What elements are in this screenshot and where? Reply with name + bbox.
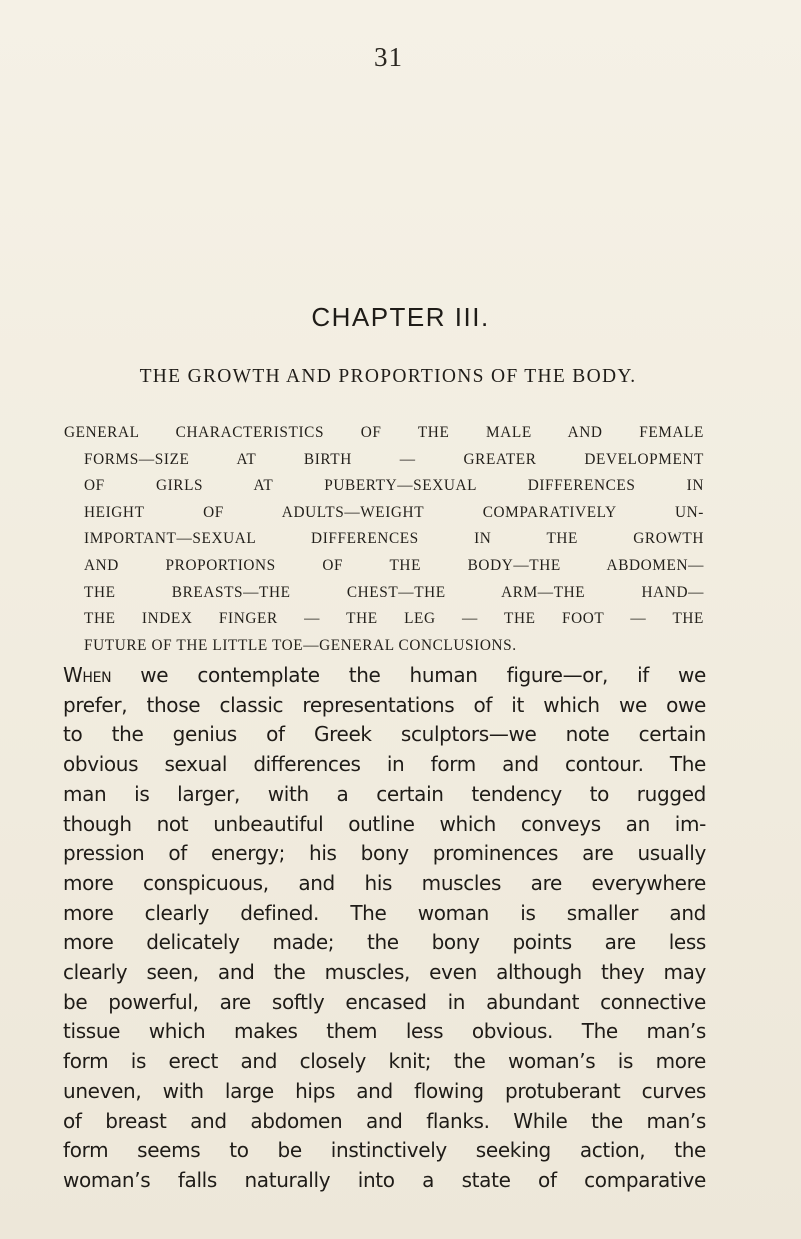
body-line-first	[63, 661, 706, 691]
body-line: prefer, those classic representations of it which we owe	[63, 692, 706, 717]
opening-word: When	[63, 663, 112, 687]
first-line-text: we contemplate the human figure—or, if we	[111, 663, 706, 687]
body-line: pression of energy; his bony prominences are usually	[63, 841, 706, 866]
body-line: of breast and abdomen and flanks. While the man’s	[63, 1108, 706, 1133]
body-line: woman’s falls naturally into a state of comparative	[63, 1167, 706, 1192]
page-number: 31	[374, 42, 403, 72]
synopsis-line: THE INDEX FINGER — THE LEG — THE FOOT — THE	[84, 610, 704, 628]
synopsis-line: HEIGHT OF ADULTS—WEIGHT COMPARATIVELY UN-	[84, 503, 704, 521]
body-line: man is larger, with a certain tendency to rugged	[63, 781, 706, 806]
synopsis-line: AND PROPORTIONS OF THE BODY—THE ABDOMEN—	[84, 556, 704, 574]
body-line: more delicately made; the bony points are less	[63, 930, 706, 955]
body-line: to the genius of Greek sculptors—we note certain	[63, 722, 706, 747]
body-line: more clearly defined. The woman is smaller and	[63, 900, 706, 925]
synopsis-line: THE BREASTS—THE CHEST—THE ARM—THE HAND—	[84, 583, 704, 601]
chapter-title: CHAPTER III.	[311, 302, 490, 332]
chapter-synopsis	[64, 420, 704, 659]
synopsis-line: FUTURE OF THE LITTLE TOE—GENERAL CONCLUSIONS.	[84, 636, 517, 654]
body-line: tissue which makes them less obvious. The man’s	[63, 1019, 706, 1044]
synopsis-line: OF GIRLS AT PUBERTY—SEXUAL DIFFERENCES IN	[84, 477, 704, 495]
synopsis-line: GENERAL CHARACTERISTICS OF THE MALE AND FEMALE	[64, 424, 704, 441]
body-line: more conspicuous, and his muscles are everywhere	[63, 870, 706, 895]
section-title: THE GROWTH AND PROPORTIONS OF THE BODY.	[139, 366, 637, 387]
body-line: form is erect and closely knit; the woman’s is more	[63, 1049, 706, 1074]
body-line: clearly seen, and the muscles, even although they may	[63, 960, 706, 985]
body-line: uneven, with large hips and flowing protuberant curves	[63, 1078, 706, 1103]
body-paragraph	[63, 661, 706, 1196]
body-line: be powerful, are softly encased in abundant connective	[63, 989, 706, 1014]
body-line: form seems to be instinctively seeking action, the	[63, 1138, 706, 1163]
synopsis-line: IMPORTANT—SEXUAL DIFFERENCES IN THE GROWTH	[84, 530, 704, 548]
body-line: though not unbeautiful outline which conveys an im-	[63, 811, 706, 836]
body-line: obvious sexual differences in form and contour. The	[63, 752, 706, 777]
synopsis-line: FORMS—SIZE AT BIRTH — GREATER DEVELOPMENT	[84, 450, 704, 468]
